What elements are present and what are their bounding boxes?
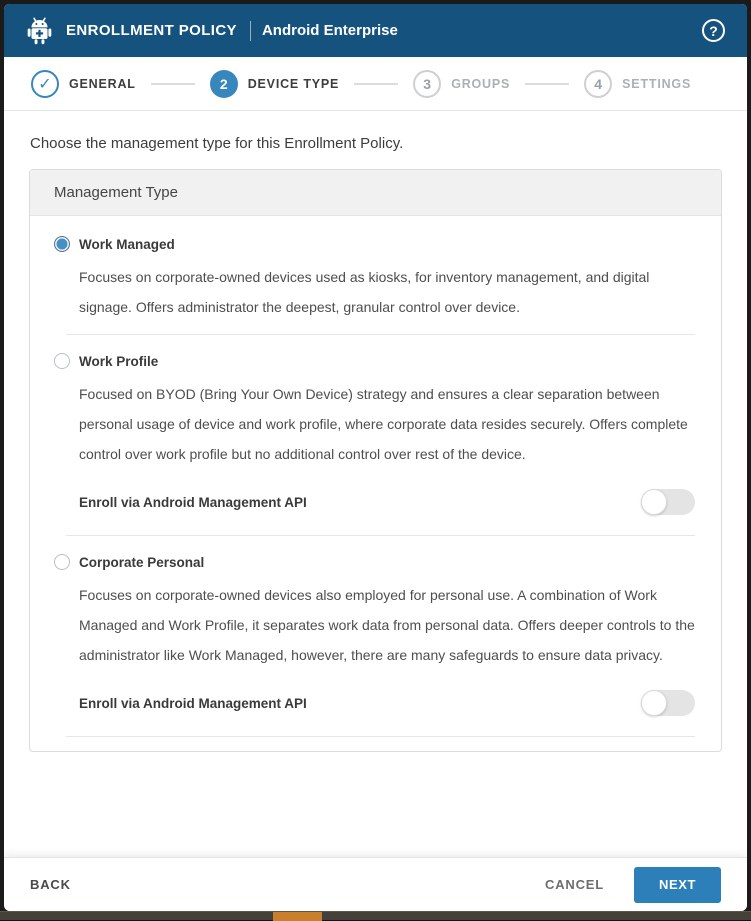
wizard-stepper — [4, 57, 747, 111]
step-connector — [354, 83, 398, 85]
android-robot-icon — [26, 16, 53, 45]
title-divider — [250, 21, 251, 41]
step-number: 3 — [413, 70, 441, 98]
step-connector — [525, 83, 569, 85]
option-description: Focused on BYOD (Bring Your Own Device) strategy and ensures a clear separation between personal usage of device and work profile, where corporate data resides securely. Offers complete control over work profile but no additional control over rest of the device. — [79, 386, 688, 462]
enroll-amapi-toggle[interactable] — [641, 690, 695, 716]
toggle-knob — [641, 489, 667, 515]
main-content — [4, 111, 747, 857]
radio-button[interactable] — [54, 236, 70, 252]
step-connector — [151, 83, 195, 85]
back-button[interactable]: BACK — [30, 877, 71, 892]
toggle-knob — [641, 690, 667, 716]
step-settings: 4 SETTINGS — [584, 70, 691, 98]
next-button[interactable]: NEXT — [634, 867, 721, 903]
step-device-type[interactable]: 2 DEVICE TYPE — [210, 70, 339, 98]
intro-text: Choose the management type for this Enrollment Policy. — [30, 135, 404, 152]
enroll-amapi-row: Enroll via Android Management API — [79, 481, 695, 531]
step-groups: 3 GROUPS — [413, 70, 510, 98]
radio-button[interactable] — [54, 554, 70, 570]
step-number: 4 — [584, 70, 612, 98]
check-icon: ✓ — [31, 70, 59, 98]
cancel-button[interactable]: CANCEL — [545, 877, 604, 892]
page-subtitle: Android Enterprise — [261, 22, 398, 39]
option-description: Focuses on corporate-owned devices also employed for personal use. A combination of Work Managed and Work Profile, it separates work data from personal data. Offers deeper controls to the administrator like Work Managed, however, there are many safeguards to ensure data privacy. — [79, 587, 695, 663]
step-number: 2 — [210, 70, 238, 98]
radio-option-work-profile[interactable]: Work Profile — [54, 335, 697, 371]
panel-body — [30, 216, 721, 751]
enroll-amapi-toggle[interactable] — [641, 489, 695, 515]
step-general[interactable]: ✓ GENERAL — [31, 70, 136, 98]
enrollment-policy-dialog — [4, 4, 747, 911]
panel-bottom-padding — [54, 737, 697, 751]
page-title: ENROLLMENT POLICY — [66, 22, 237, 39]
radio-option-corporate-personal[interactable]: Corporate Personal — [54, 536, 697, 572]
dialog-footer — [4, 857, 747, 911]
radio-option-work-managed[interactable]: Work Managed — [54, 218, 697, 254]
taskbar-edge — [0, 911, 751, 920]
enroll-amapi-row: Enroll via Android Management API — [79, 682, 695, 732]
dialog-header — [4, 4, 747, 57]
option-description: Focuses on corporate-owned devices used as kiosks, for inventory management, and digital signage. Offers administrator the deepest, granular control over device. — [79, 269, 650, 315]
management-type-panel — [29, 169, 722, 752]
help-icon[interactable]: ? — [702, 19, 725, 42]
radio-button[interactable] — [54, 353, 70, 369]
panel-title: Management Type — [30, 170, 721, 216]
